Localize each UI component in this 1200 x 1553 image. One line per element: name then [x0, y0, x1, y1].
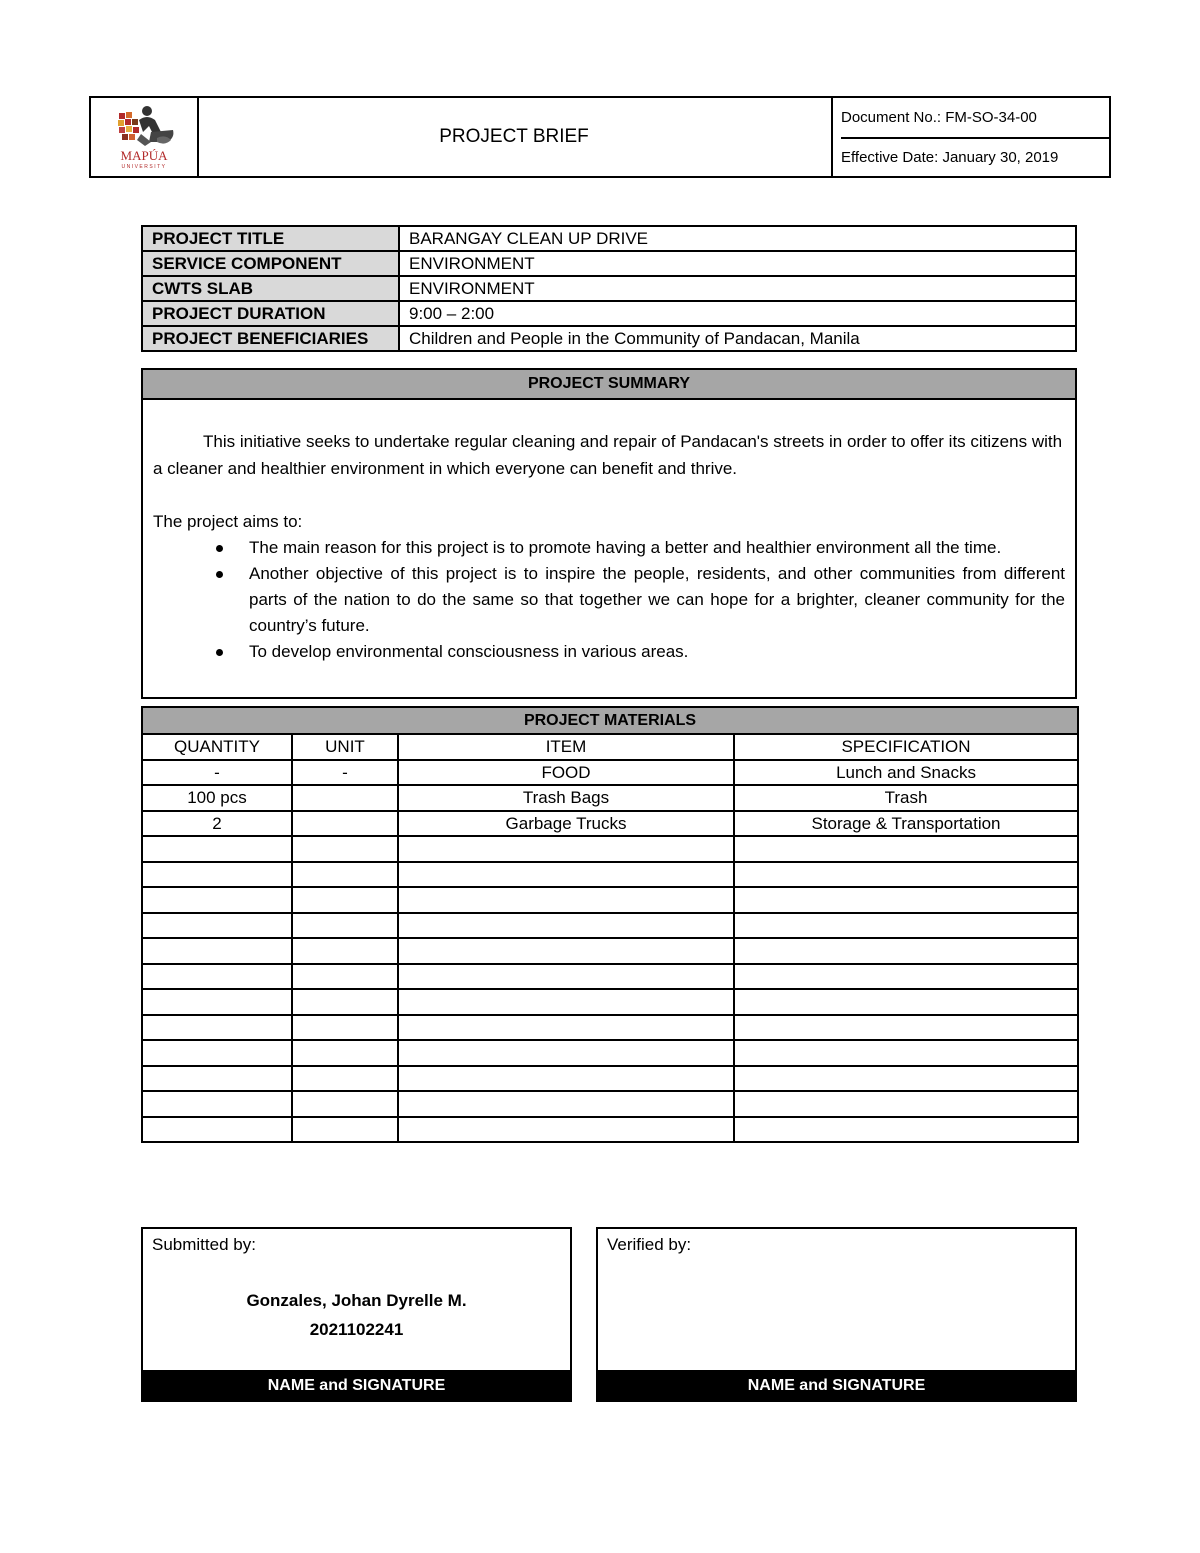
info-label: SERVICE COMPONENT [142, 251, 399, 276]
table-cell [142, 1015, 292, 1041]
table-cell [734, 862, 1078, 888]
table-cell [142, 862, 292, 888]
list-item: The main reason for this project is to promote having a better and healthier environment all the time. [249, 535, 1065, 561]
table-cell [734, 938, 1078, 964]
table-cell: - [142, 760, 292, 786]
summary-paragraph: This initiative seeks to undertake regular cleaning and repair of Pandacan's streets in order to offer its citizens with a cleaner and healthier environment in which everyone can benefit and thrive. [153, 432, 1063, 478]
submitted-by-box [141, 1227, 572, 1402]
table-cell [398, 836, 734, 862]
column-header: UNIT [292, 734, 398, 760]
table-row [142, 1040, 1078, 1066]
table-cell [734, 1066, 1078, 1092]
table-cell [292, 862, 398, 888]
table-row [142, 913, 1078, 939]
table-row [142, 1066, 1078, 1092]
info-value: Children and People in the Community of Pandacan, Manila [399, 326, 1076, 351]
info-row [142, 251, 1076, 276]
list-item: Another objective of this project is to inspire the people, residents, and other communities from different parts of the nation to do the same so that together we can hope for a brighter, cleaner community for the country’s future. [249, 561, 1065, 639]
submitter-name: Gonzales, Johan Dyrelle M. [246, 1291, 467, 1310]
table-row [142, 938, 1078, 964]
svg-text:UNIVERSITY: UNIVERSITY [121, 164, 167, 170]
table-cell: Trash Bags [398, 785, 734, 811]
project-materials-table [141, 706, 1079, 1143]
table-cell [142, 1066, 292, 1092]
table-cell [398, 938, 734, 964]
table-cell [734, 1015, 1078, 1041]
table-cell [398, 1015, 734, 1041]
table-cell [142, 836, 292, 862]
table-cell [142, 1091, 292, 1117]
verified-by-box [596, 1227, 1077, 1402]
table-cell [292, 785, 398, 811]
document-number: Document No.: FM-SO-34-00 [841, 98, 1109, 139]
table-cell: Trash [734, 785, 1078, 811]
table-cell [292, 989, 398, 1015]
table-cell [398, 913, 734, 939]
table-cell [142, 964, 292, 990]
summary-body [143, 428, 1075, 665]
name-signature-bar: NAME and SIGNATURE [596, 1370, 1077, 1402]
info-row [142, 326, 1076, 351]
table-cell [734, 1091, 1078, 1117]
table-cell: Storage & Transportation [734, 811, 1078, 837]
table-cell [734, 836, 1078, 862]
table-cell [142, 938, 292, 964]
materials-heading: PROJECT MATERIALS [142, 707, 1078, 734]
table-cell [292, 913, 398, 939]
table-cell [292, 1117, 398, 1143]
table-row [142, 811, 1078, 837]
info-label: PROJECT BENEFICIARIES [142, 326, 399, 351]
name-signature-bar: NAME and SIGNATURE [141, 1370, 572, 1402]
table-row [142, 1015, 1078, 1041]
table-cell [734, 1040, 1078, 1066]
table-cell [398, 964, 734, 990]
table-row [142, 887, 1078, 913]
info-label: PROJECT TITLE [142, 226, 399, 251]
materials-heading-row [142, 707, 1078, 734]
table-cell: 2 [142, 811, 292, 837]
table-cell [142, 913, 292, 939]
table-cell [398, 989, 734, 1015]
table-cell [398, 862, 734, 888]
info-row [142, 226, 1076, 251]
table-cell [142, 1117, 292, 1143]
aims-intro: The project aims to: [153, 512, 303, 531]
table-row [142, 785, 1078, 811]
info-value: 9:00 – 2:00 [399, 301, 1076, 326]
table-row [142, 964, 1078, 990]
table-cell [398, 887, 734, 913]
mapua-logo-icon [91, 98, 197, 176]
table-cell [734, 887, 1078, 913]
table-cell [734, 1117, 1078, 1143]
table-cell [734, 989, 1078, 1015]
info-value: BARANGAY CLEAN UP DRIVE [399, 226, 1076, 251]
column-header: SPECIFICATION [734, 734, 1078, 760]
table-cell: - [292, 760, 398, 786]
table-row [142, 1117, 1078, 1143]
table-row [142, 836, 1078, 862]
effective-date: Effective Date: January 30, 2019 [841, 148, 1059, 166]
table-row [142, 989, 1078, 1015]
table-cell [292, 1015, 398, 1041]
table-cell [292, 811, 398, 837]
table-cell [142, 1040, 292, 1066]
table-cell [398, 1066, 734, 1092]
info-row [142, 276, 1076, 301]
list-item: To develop environmental consciousness in various areas. [249, 639, 1065, 665]
aims-list [153, 535, 1065, 665]
table-cell [398, 1117, 734, 1143]
bullet-icon [216, 649, 223, 656]
table-cell: FOOD [398, 760, 734, 786]
table-cell [142, 887, 292, 913]
submitted-by-label: Submitted by: [152, 1235, 256, 1254]
table-cell: 100 pcs [142, 785, 292, 811]
bullet-icon [216, 545, 223, 552]
table-cell: Lunch and Snacks [734, 760, 1078, 786]
table-cell [734, 913, 1078, 939]
table-cell [292, 1040, 398, 1066]
table-cell [734, 964, 1078, 990]
bullet-icon [216, 571, 223, 578]
table-cell [292, 938, 398, 964]
info-value: ENVIRONMENT [399, 251, 1076, 276]
table-cell [398, 1040, 734, 1066]
summary-heading: PROJECT SUMMARY [143, 370, 1075, 400]
table-cell [292, 836, 398, 862]
column-header: ITEM [398, 734, 734, 760]
info-label: CWTS SLAB [142, 276, 399, 301]
project-info-table [141, 225, 1077, 352]
project-summary [141, 368, 1077, 699]
table-cell [292, 964, 398, 990]
table-cell [292, 1066, 398, 1092]
table-cell [142, 989, 292, 1015]
table-row [142, 862, 1078, 888]
info-value: ENVIRONMENT [399, 276, 1076, 301]
page-title: PROJECT BRIEF [197, 98, 833, 176]
logo-cell [91, 98, 199, 176]
table-cell [292, 887, 398, 913]
table-cell [292, 1091, 398, 1117]
submitter-id: 2021102241 [309, 1320, 404, 1339]
materials-column-header-row [142, 734, 1078, 760]
table-cell [398, 1091, 734, 1117]
column-header: QUANTITY [142, 734, 292, 760]
table-cell: Garbage Trucks [398, 811, 734, 837]
document-header [89, 96, 1111, 178]
info-label: PROJECT DURATION [142, 301, 399, 326]
svg-text:MAPÚA: MAPÚA [120, 148, 168, 163]
table-row [142, 1091, 1078, 1117]
info-row [142, 301, 1076, 326]
verified-by-label: Verified by: [607, 1235, 692, 1254]
table-row [142, 760, 1078, 786]
